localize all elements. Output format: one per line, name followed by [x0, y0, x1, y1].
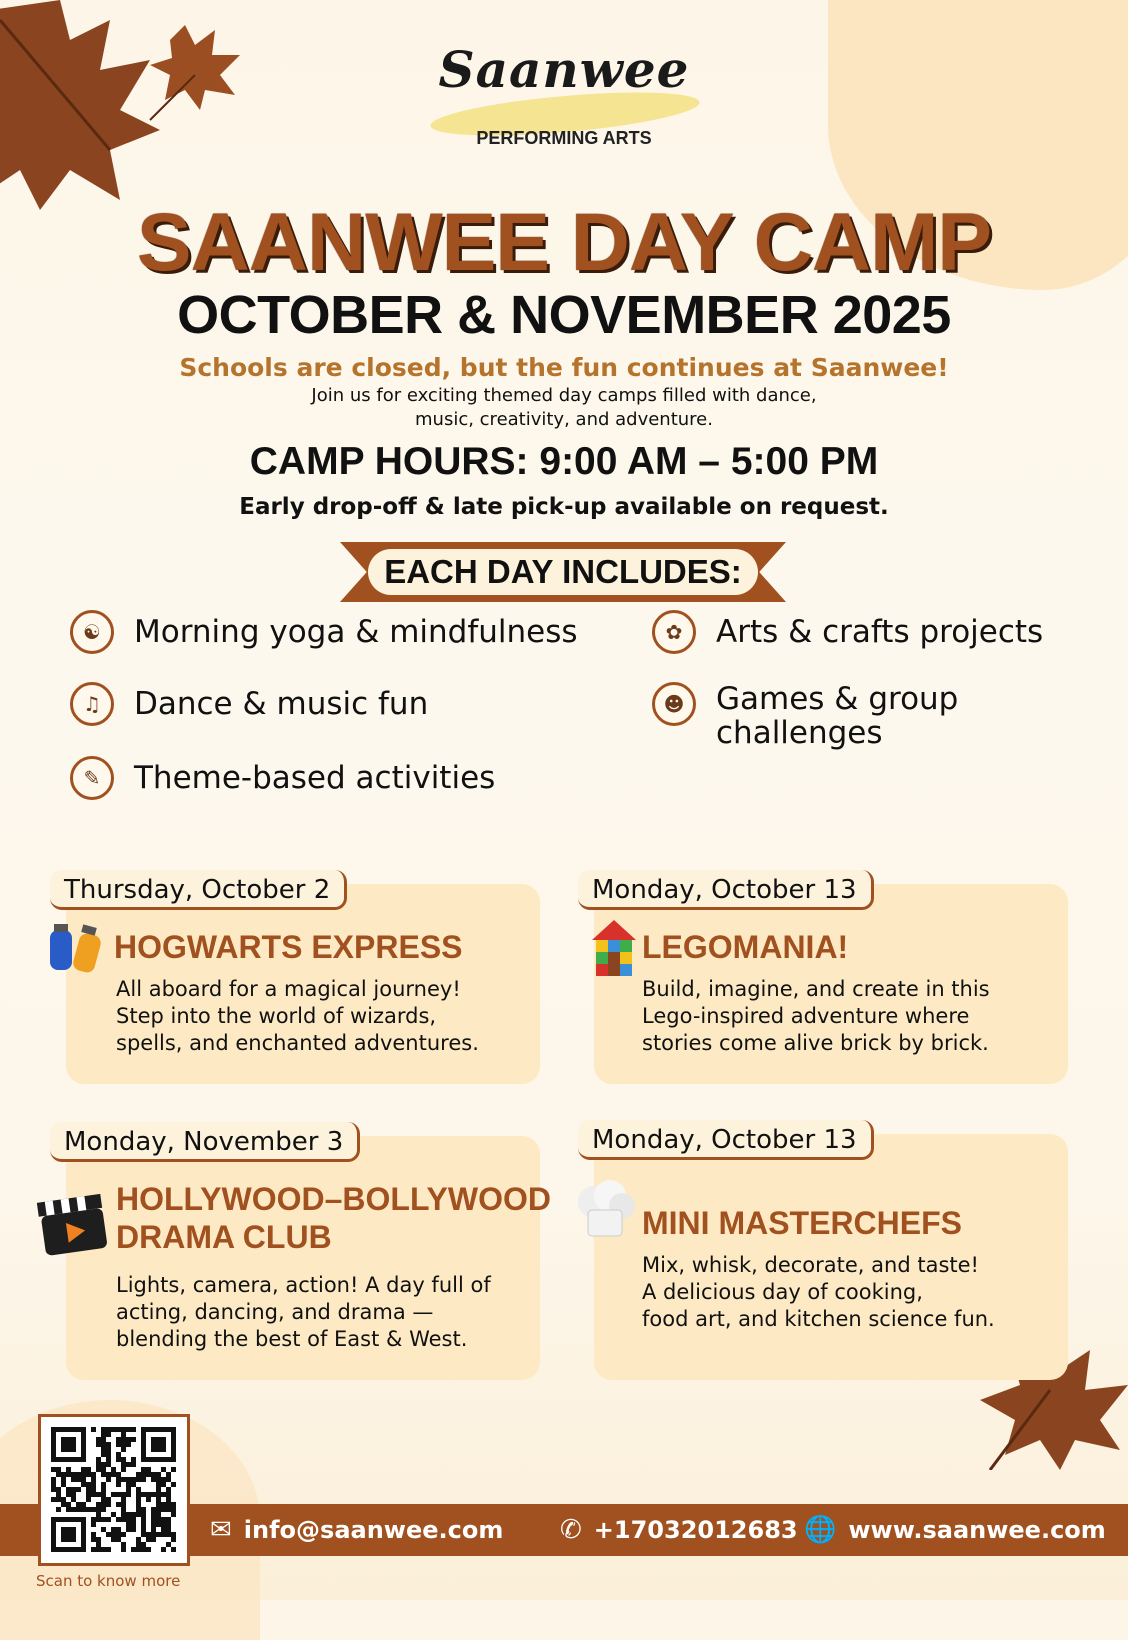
description-line: stories come alive brick by brick.: [642, 1031, 989, 1055]
description-line: Lego-inspired adventure where: [642, 1004, 970, 1028]
include-label: Morning yoga & mindfulness: [134, 614, 578, 650]
description-line: All aboard for a magical journey!: [116, 977, 461, 1001]
camp-date: Monday, November 3: [50, 1122, 360, 1162]
camp-title: [116, 1180, 551, 1256]
maple-leaf-top-left-icon: [0, 0, 260, 210]
include-label: Games & group challenges: [716, 681, 959, 751]
early-dropoff-note: Early drop-off & late pick-up available on request.: [239, 494, 889, 520]
camp-title: MINI MASTERCHEFS: [642, 1205, 962, 1241]
clapperboard-icon: [36, 1190, 110, 1260]
logo: [0, 40, 1128, 99]
footer-email[interactable]: [210, 1504, 503, 1556]
include-item: [652, 610, 1043, 654]
footer-phone[interactable]: [560, 1504, 798, 1556]
group-icon: ☻: [652, 682, 696, 726]
logo-subtitle: PERFORMING ARTS: [476, 128, 652, 148]
lego-house-icon: [590, 918, 638, 982]
page-title: SAANWEE DAY CAMP: [136, 197, 992, 288]
email-link[interactable]: info@saanwee.com: [243, 1516, 504, 1544]
phone-icon: ✆: [560, 1515, 582, 1545]
description-line: Lights, camera, action! A day full of: [116, 1273, 491, 1297]
qr-code[interactable]: [38, 1414, 190, 1566]
globe-icon: 🌐: [804, 1515, 837, 1545]
qr-code-pattern: [41, 1417, 187, 1563]
description-line: blending the best of East & West.: [116, 1327, 468, 1351]
qr-caption: Scan to know more: [36, 1572, 181, 1590]
include-item: [652, 682, 1016, 750]
include-label: Theme-based activities: [134, 760, 496, 796]
camp-dates: OCTOBER & NOVEMBER 2025: [177, 285, 951, 345]
description-line: spells, and enchanted adventures.: [116, 1031, 479, 1055]
includes-banner: [340, 542, 786, 602]
yoga-icon: ☯: [70, 610, 114, 654]
description-line: food art, and kitchen science fun.: [642, 1307, 995, 1331]
potion-icon: [42, 920, 108, 986]
tagline: Schools are closed, but the fun continues at Saanwee!: [179, 353, 949, 382]
dance-music-icon: ♫: [70, 682, 114, 726]
include-label: Dance & music fun: [134, 686, 429, 722]
camp-description: [116, 1272, 491, 1353]
phone-link[interactable]: +17032012683: [593, 1516, 798, 1544]
camp-title-line: DRAMA CLUB: [116, 1219, 332, 1255]
include-item: [70, 610, 578, 654]
description-line: Mix, whisk, decorate, and taste!: [642, 1253, 979, 1277]
camp-hours: CAMP HOURS: 9:00 AM – 5:00 PM: [249, 440, 879, 483]
include-label: Arts & crafts projects: [716, 614, 1044, 650]
description-line: Step into the world of wizards,: [116, 1004, 437, 1028]
include-item: [70, 682, 428, 726]
intro-line: Join us for exciting themed day camps filled with dance,: [311, 385, 817, 406]
camp-title: LEGOMANIA!: [642, 929, 849, 965]
intro-line: music, creativity, and adventure.: [415, 409, 713, 430]
footer-website[interactable]: [804, 1504, 1106, 1556]
website-link[interactable]: www.saanwee.com: [848, 1516, 1106, 1544]
mail-icon: ✉: [210, 1515, 232, 1545]
camp-date: Monday, October 13: [578, 1120, 874, 1160]
chef-hat-icon: [574, 1180, 638, 1246]
camp-date: Thursday, October 2: [50, 870, 347, 910]
includes-heading: EACH DAY INCLUDES:: [368, 549, 758, 595]
description-line: Build, imagine, and create in this: [642, 977, 990, 1001]
include-item: [70, 756, 495, 800]
palette-icon: ✿: [652, 610, 696, 654]
camp-title: HOGWARTS EXPRESS: [114, 929, 463, 965]
camp-title-line: HOLLYWOOD–BOLLYWOOD: [116, 1181, 551, 1217]
camp-description: [116, 976, 479, 1057]
intro-text: [0, 384, 1128, 432]
logo-name: Saanwee: [438, 40, 690, 99]
camp-date: Monday, October 13: [578, 870, 874, 910]
description-line: A delicious day of cooking,: [642, 1280, 923, 1304]
description-line: acting, dancing, and drama —: [116, 1300, 434, 1324]
camp-description: [642, 1252, 995, 1333]
theme-activities-icon: ✎: [70, 756, 114, 800]
camp-description: [642, 976, 990, 1057]
